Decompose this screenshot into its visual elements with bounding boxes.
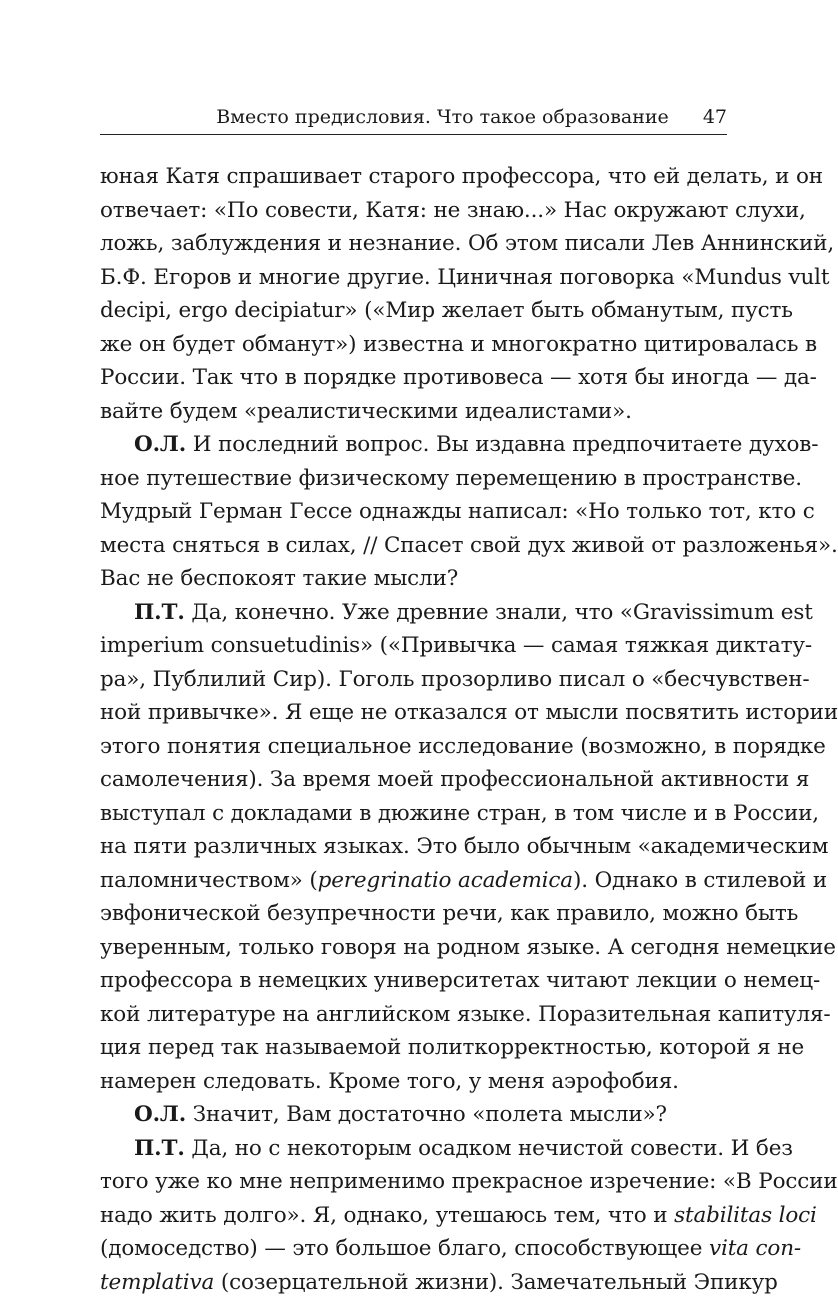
line-text: России. Так что в порядке противовеса — хотя бы иногда — да- [100, 365, 817, 390]
italic-phrase: peregrinatio academica [318, 868, 573, 893]
running-header-title: Вместо предисловия. Что такое образование [216, 106, 669, 128]
line-text: выступал с докладами в дюжине стран, в том числе и в России, [100, 801, 819, 826]
text-line [100, 1132, 727, 1166]
speaker-label: О.Л. [134, 432, 186, 457]
text-line [100, 998, 727, 1032]
line-text: Значит, Вам достаточно «полета мысли»? [186, 1102, 667, 1127]
line-text: надо жить долго». Я, однако, утешаюсь тем, что и [100, 1203, 674, 1228]
text-line [100, 897, 727, 931]
line-text: же он будет обманут») известна и многократно цитировалась в [100, 332, 817, 357]
line-text: decipi, ergo decipiatur» («Мир желает быть обманутым, пусть [100, 298, 793, 323]
line-text: самолечения). За время моей профессиональной активности я [100, 767, 809, 792]
text-line [100, 1098, 727, 1132]
line-text: этого понятия специальное исследование (возможно, в порядке [100, 734, 826, 759]
line-text: ложь, заблуждения и незнание. Об этом писали Лев Аннинский, [100, 231, 834, 256]
text-line [100, 1199, 727, 1233]
line-text-tail: ). Однако в стилевой и [573, 868, 827, 893]
text-line [100, 160, 727, 194]
text-line [100, 1232, 727, 1266]
line-text: на пяти различных языках. Это было обычным «академическим [100, 834, 828, 859]
line-text: Да, но с некоторым осадком нечистой совести. И без [185, 1136, 793, 1161]
line-text: намерен следовать. Кроме того, у меня аэрофобия. [100, 1069, 679, 1094]
italic-phrase: templativa [100, 1270, 214, 1295]
italic-phrase: stabilitas loci [674, 1203, 817, 1228]
line-text: профессора в немецких университетах читают лекции о немец- [100, 968, 820, 993]
text-line [100, 730, 727, 764]
text-line [100, 562, 727, 596]
line-text: Б.Ф. Егоров и многие другие. Циничная поговорка «Mundus vult [100, 265, 829, 290]
text-line [100, 227, 727, 261]
text-line [100, 629, 727, 663]
text-line [100, 663, 727, 697]
text-line [100, 294, 727, 328]
line-text: ра», Публилий Сир). Гоголь прозорливо писал о «бесчувствен- [100, 667, 810, 692]
line-text: отвечает: «По совести, Катя: не знаю...» Нас окружают слухи, [100, 198, 806, 223]
line-text: И последний вопрос. Вы издавна предпочитаете духов- [186, 432, 818, 457]
text-line [100, 1165, 727, 1199]
line-text: Да, конечно. Уже древние знали, что «Gravissimum est [185, 600, 813, 625]
text-line [100, 194, 727, 228]
text-line [100, 1065, 727, 1099]
text-line [100, 529, 727, 563]
line-text: эвфонической безупречности речи, как правило, можно быть [100, 901, 798, 926]
line-text: ция перед так называемой политкорректностью, которой я не [100, 1035, 804, 1060]
line-text: (домоседство) — это большое благо, способствующее [100, 1236, 709, 1261]
running-header [100, 106, 727, 135]
line-text-tail: (созерцательной жизни). Замечательный Эпикур [214, 1270, 778, 1295]
line-text: Мудрый Герман Гессе однажды написал: «Но только тот, кто с [100, 499, 815, 524]
text-line [100, 361, 727, 395]
line-text: того уже ко мне неприменимо прекрасное изречение: «В России [100, 1169, 838, 1194]
speaker-label: П.Т. [134, 1136, 185, 1161]
body-text [100, 160, 727, 1299]
text-line [100, 596, 727, 630]
line-text: Вас не беспокоят такие мысли? [100, 566, 458, 591]
line-text: паломничеством» ( [100, 868, 318, 893]
line-text: уверенным, только говоря на родном языке. А сегодня немецкие [100, 935, 836, 960]
speaker-label: О.Л. [134, 1102, 186, 1127]
text-line [100, 696, 727, 730]
text-line [100, 830, 727, 864]
text-line [100, 328, 727, 362]
text-line [100, 495, 727, 529]
line-text: ное путешествие физическому перемещению в пространстве. [100, 466, 802, 491]
text-line [100, 864, 727, 898]
speaker-label: П.Т. [134, 600, 185, 625]
text-line [100, 763, 727, 797]
text-line [100, 964, 727, 998]
line-text: ной привычке». Я еще не отказался от мысли посвятить истории [100, 700, 838, 725]
text-line [100, 261, 727, 295]
line-text: вайте будем «реалистическими идеалистами». [100, 399, 632, 424]
text-line [100, 428, 727, 462]
line-text: кой литературе на английском языке. Поразительная капитуля- [100, 1002, 830, 1027]
text-line [100, 1031, 727, 1065]
line-text: imperium consuetudinis» («Привычка — самая тяжкая диктату- [100, 633, 812, 658]
text-line [100, 1266, 727, 1299]
page-number: 47 [703, 106, 727, 128]
text-line [100, 395, 727, 429]
line-text: юная Катя спрашивает старого профессора, что ей делать, и он [100, 164, 823, 189]
line-text: места сняться в силах, // Спасет свой дух живой от разложенья». [100, 533, 838, 558]
text-line [100, 462, 727, 496]
text-line [100, 797, 727, 831]
text-line [100, 931, 727, 965]
italic-phrase: vita con- [709, 1236, 801, 1261]
